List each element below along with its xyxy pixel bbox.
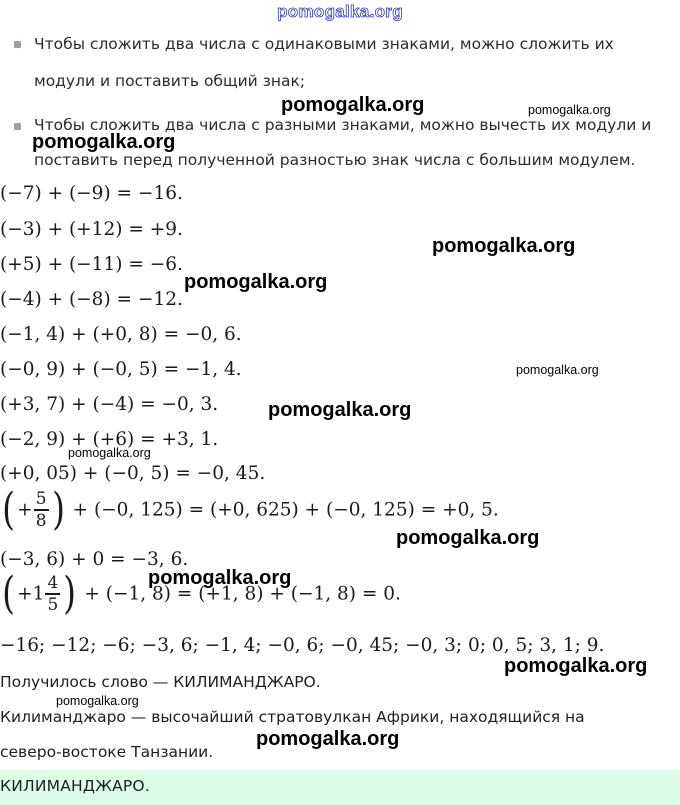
watermark: pomogalka.org [396,527,540,549]
watermark: pomogalka.org [281,94,425,116]
watermark: pomogalka.org [432,235,576,257]
watermark: pomogalka.org [504,655,648,677]
equation-10: (−3, 6) + 0 = −3, 6. [0,549,189,570]
frac-1-numerator: 5 [35,489,47,510]
watermark: pomogalka.org [256,728,400,750]
equation-5: (−1, 4) + (+0, 8) = −0, 6. [0,324,242,345]
watermark: pomogalka.org [148,567,292,589]
watermark: pomogalka.org [56,694,139,708]
rule-2-line-2: поставить перед полученной разностью знак числа с большим модулем. [34,151,636,169]
site-header-link[interactable]: pomogalka.org [277,2,403,21]
rule-1-line-2: модули и поставить общий знак; [34,72,306,90]
equation-fraction-2: ( +1 $\frac{4}{5}$ ) + (−1, 8) = (+1, 8) + (−1, 8) = 0. [2,568,401,619]
frac-2-numerator: 4 [47,573,59,594]
equation-4: (−4) + (−8) = −12. [0,289,183,310]
rule-1-line-1: Чтобы сложить два числа с одинаковыми знаками, можно сложить их [34,35,614,53]
equation-2: (−3) + (+12) = +9. [0,219,183,240]
frac-2-denominator: 5 [47,594,59,615]
watermark: pomogalka.org [528,103,611,117]
watermark: pomogalka.org [32,131,176,153]
watermark: pomogalka.org [68,446,151,460]
answer-text: КИЛИМАНДЖАРО. [0,777,150,795]
equation-1: (−7) + (−9) = −16. [0,183,183,204]
rule-2-line-1: Чтобы сложить два числа с разными знаками, можно вычесть их модули и [34,116,652,134]
equation-fraction-1: ( + $\frac{5}{8}$ ) + (−0, 125) = (+0, 625) + (−0, 125) = +0, 5. [2,484,499,535]
rule-bullet-1 [14,41,21,48]
rule-bullet-2 [14,123,21,130]
frac-1-denominator: 8 [35,510,47,531]
frac-1-sign: + [17,499,33,521]
watermark: pomogalka.org [184,271,328,293]
watermark: pomogalka.org [268,399,412,421]
fact-line-1: Килиманджаро — высочайший стратовулкан Африки, находящийся на [0,708,585,726]
equation-3: (+5) + (−11) = −6. [0,254,183,275]
equation-8: (−2, 9) + (+6) = +3, 1. [0,429,219,450]
frac-2-rest: + (−1, 8) = (+1, 8) + (−1, 8) = 0. [84,583,401,605]
equation-9: (+0, 05) + (−0, 5) = −0, 45. [0,463,266,484]
watermark: pomogalka.org [516,363,599,377]
frac-2-sign: +1 [17,583,45,605]
equation-7: (+3, 7) + (−4) = −0, 3. [0,394,219,415]
sorted-sequence: −16; −12; −6; −3, 6; −1, 4; −0, 6; −0, 45; −0, 3; 0; 0, 5; 3, 1; 9. [0,635,605,656]
equation-6: (−0, 9) + (−0, 5) = −1, 4. [0,359,242,380]
fact-line-2: северо-востоке Танзании. [0,743,214,761]
frac-1-rest: + (−0, 125) = (+0, 625) + (−0, 125) = +0, 5. [72,499,499,521]
result-line: Получилось слово — КИЛИМАНДЖАРО. [0,673,321,691]
